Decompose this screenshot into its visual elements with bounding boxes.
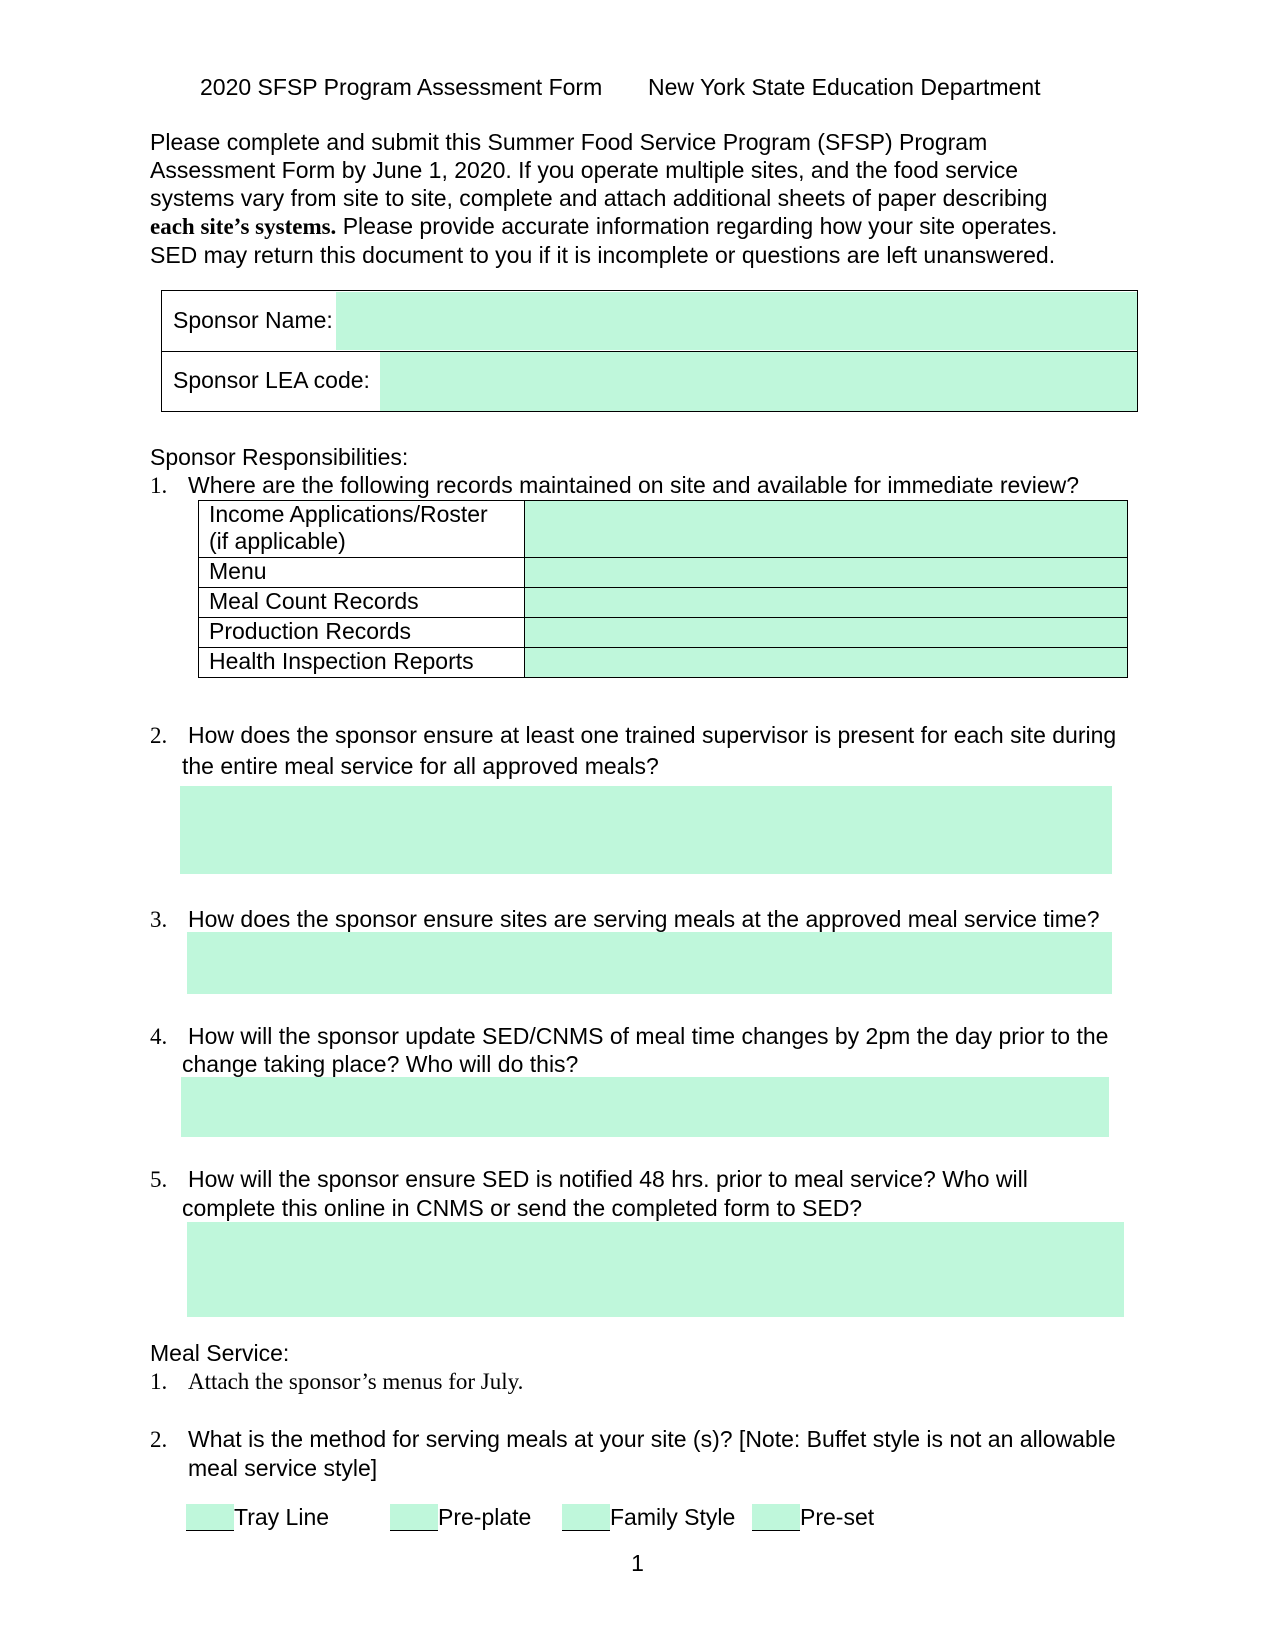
question-number: 4. [150, 1024, 168, 1049]
records-table [198, 500, 1128, 678]
meal-time-answer-field[interactable] [187, 932, 1112, 994]
records-location-field[interactable] [525, 558, 1128, 588]
option-blank[interactable] [390, 1504, 438, 1531]
records-label-line: Income Applications/Roster [209, 501, 488, 527]
sponsor-name-row [162, 291, 1137, 352]
table-row [199, 558, 1128, 588]
records-label: Health Inspection Reports [199, 648, 525, 678]
intro-paragraph [150, 128, 1130, 269]
option-label: Family Style [610, 1504, 736, 1530]
intro-text: Please provide accurate information regarding how your site operates. [336, 213, 1058, 239]
question-number: 5. [150, 1167, 168, 1192]
table-row [199, 618, 1128, 648]
question-text: How will the sponsor ensure SED is notified 48 hrs. prior to meal service? Who will [188, 1166, 1028, 1192]
sed-notification-answer-field[interactable] [187, 1222, 1124, 1317]
question-text-continued: complete this online in CNMS or send the completed form to SED? [182, 1195, 863, 1221]
option-label: Tray Line [234, 1504, 330, 1530]
intro-line: Assessment Form by June 1, 2020. If you operate multiple sites, and the food service [150, 157, 1019, 183]
question-text-continued: meal service style] [188, 1455, 378, 1481]
question-menus [150, 1367, 523, 1397]
question-text: How will the sponsor update SED/CNMS of meal time changes by 2pm the day prior to the [188, 1023, 1109, 1049]
question-serving-method [150, 1424, 1116, 1455]
option-blank[interactable] [562, 1504, 610, 1531]
intro-line: SED may return this document to you if it is incomplete or questions are left unanswered. [150, 242, 1056, 268]
option-label: Pre-plate [438, 1504, 532, 1530]
records-label: Meal Count Records [199, 588, 525, 618]
records-label-line: (if applicable) [209, 528, 346, 554]
question-text-continued: change taking place? Who will do this? [182, 1051, 579, 1077]
intro-line: systems vary from site to site, complete and attach additional sheets of paper describing [150, 185, 1048, 211]
question-number: 2. [150, 1427, 168, 1452]
page-number: 1 [631, 1550, 644, 1576]
question-text: Where are the following records maintained on site and available for immediate review? [188, 472, 1080, 498]
records-location-field[interactable] [525, 588, 1128, 618]
option-blank[interactable] [186, 1504, 234, 1531]
option-label: Pre-set [800, 1504, 875, 1530]
question-number: 3. [150, 907, 168, 932]
question-number: 1. [150, 473, 168, 498]
question-text: What is the method for serving meals at your site (s)? [Note: Buffet style is not an allowable [188, 1426, 1116, 1452]
option-tray-line[interactable] [186, 1504, 329, 1532]
option-pre-plate[interactable] [390, 1504, 531, 1532]
question-text: Attach the sponsor’s menus for July. [188, 1369, 524, 1394]
question-text: How does the sponsor ensure at least one trained supervisor is present for each site during [188, 722, 1117, 748]
supervisor-answer-field[interactable] [180, 786, 1112, 874]
records-label [199, 501, 525, 558]
sponsor-responsibilities-heading: Sponsor Responsibilities: [150, 444, 409, 470]
meal-service-heading: Meal Service: [150, 1340, 290, 1366]
question-records [150, 470, 1079, 501]
sponsor-name-field[interactable] [336, 292, 1137, 350]
form-title: 2020 SFSP Program Assessment Form [200, 74, 603, 100]
records-label: Menu [199, 558, 525, 588]
option-family-style[interactable] [562, 1504, 735, 1532]
records-label: Production Records [199, 618, 525, 648]
question-text: How does the sponsor ensure sites are serving meals at the approved meal service time? [188, 906, 1100, 932]
question-number: 1. [150, 1369, 168, 1394]
option-pre-set[interactable] [752, 1504, 874, 1532]
sponsor-lea-label: Sponsor LEA code: [173, 367, 370, 393]
sponsor-lea-row [162, 351, 1137, 411]
question-supervisor [150, 720, 1116, 751]
table-row [199, 501, 1128, 558]
question-number: 2. [150, 723, 168, 748]
question-text-continued: the entire meal service for all approved meals? [182, 753, 659, 779]
records-location-field[interactable] [525, 501, 1128, 558]
agency-name: New York State Education Department [648, 74, 1041, 100]
question-meal-time-changes [150, 1021, 1108, 1052]
intro-line [150, 212, 1130, 241]
intro-line: Please complete and submit this Summer Food Service Program (SFSP) Program [150, 129, 988, 155]
intro-emphasis: each site’s systems. [150, 214, 337, 239]
sponsor-info-box [161, 290, 1138, 412]
table-row [199, 648, 1128, 678]
sponsor-name-label: Sponsor Name: [173, 307, 333, 333]
option-blank[interactable] [752, 1504, 800, 1531]
meal-time-changes-answer-field[interactable] [181, 1077, 1109, 1137]
records-location-field[interactable] [525, 618, 1128, 648]
table-row [199, 588, 1128, 618]
question-meal-time [150, 904, 1100, 935]
records-location-field[interactable] [525, 648, 1128, 678]
sponsor-lea-field[interactable] [380, 352, 1137, 411]
question-sed-notification [150, 1164, 1028, 1195]
